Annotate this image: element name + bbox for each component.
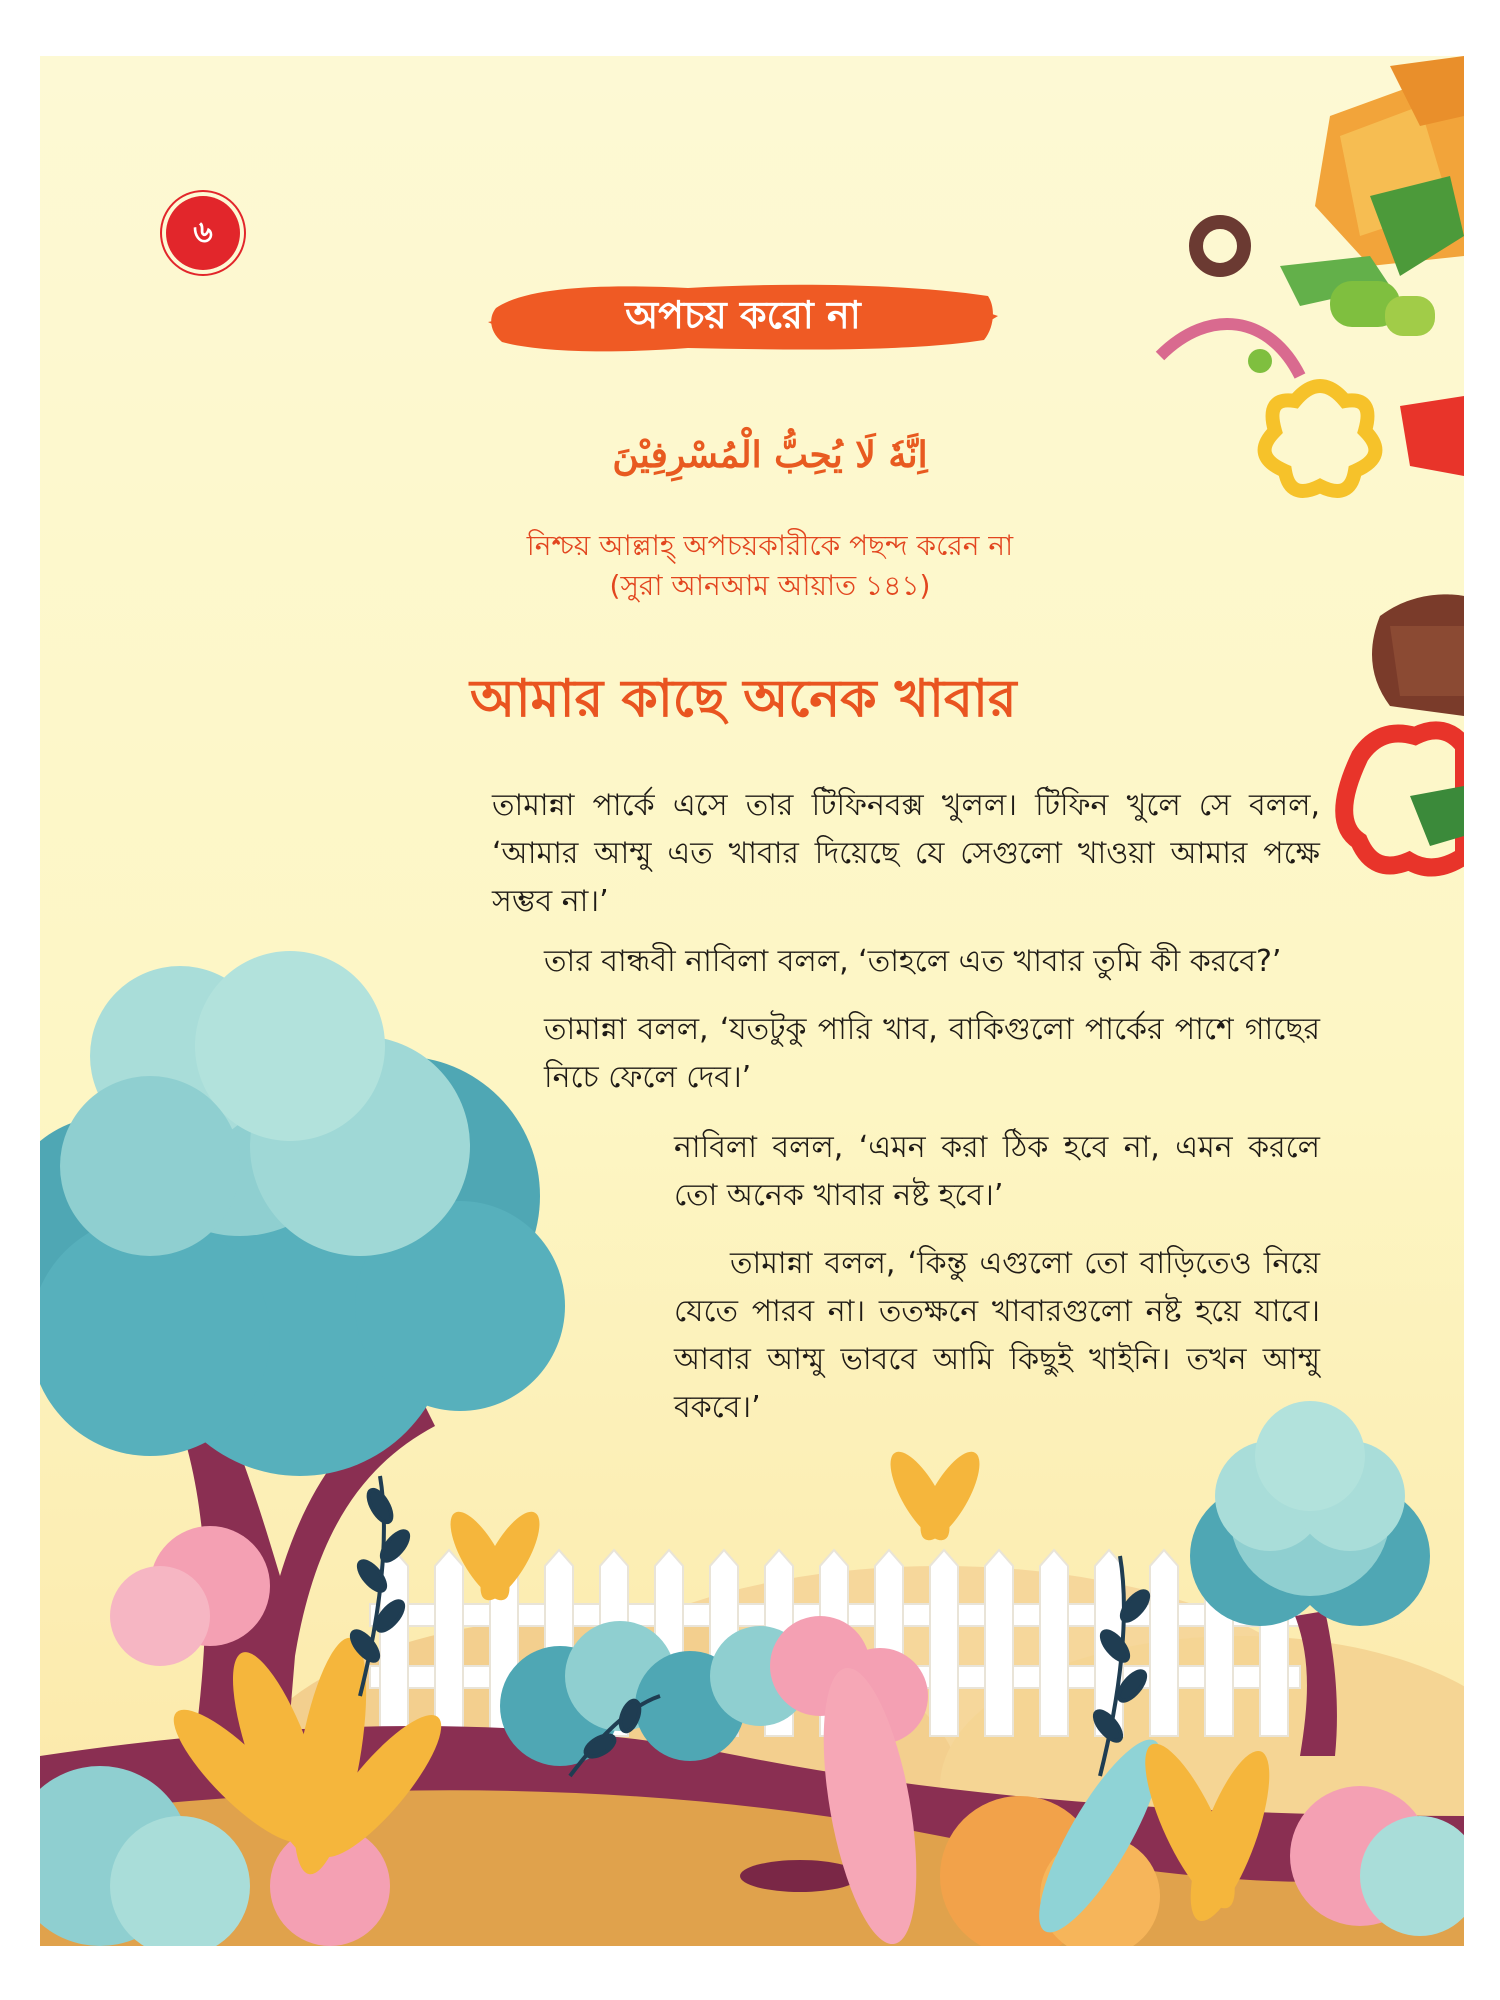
story-title: আমার কাছে অনেক খাবার: [470, 669, 1017, 729]
verse-translation-block: [460, 526, 1080, 606]
story-paragraph-3: তামান্না বলল, ‘যতটুকু পারি খাব, বাকিগুলো পার্কের পাশে গাছের নিচে ফেলে দেব।’: [544, 1012, 1320, 1095]
quran-verse-arabic: اِنَّهٗ لَا يُحِبُّ الْمُسْرِفِيْنَ: [612, 434, 928, 476]
page-number-badge: [166, 196, 240, 270]
story-paragraph-5: তামান্না বলল, ‘কিন্তু এগুলো তো বাড়িতেও নিয়ে যেতে পারব না। ততক্ষনে খাবারগুলো নষ্ট হয়ে যাবে। আবার আম্মু ভাববে আমি কিছুই খাইনি। তখন আম্মু বকবে।’: [674, 1246, 1320, 1425]
story-paragraph-2: তার বান্ধবী নাবিলা বলল, ‘তাহলে এত খাবার তুমি কী করবে?’: [544, 944, 1282, 979]
lesson-title: অপচয় করো না: [625, 293, 861, 337]
story-paragraph-4: নাবিলা বলল, ‘এমন করা ঠিক হবে না, এমন করলে তো অনেক খাবার নষ্ট হবে।’: [674, 1130, 1320, 1213]
verse-reference: (সুরা আনআম আয়াত ১৪১): [609, 569, 931, 602]
page-number: ৬: [193, 214, 213, 250]
lesson-title-banner: [488, 278, 998, 358]
verse-translation: নিশ্চয় আল্লাহ্ অপচয়কারীকে পছন্দ করেন না: [526, 529, 1014, 562]
food-pile: [1160, 56, 1464, 867]
book-page: [40, 56, 1464, 1946]
story-paragraph-1: তামান্না পার্কে এসে তার টিফিনবক্স খুলল। টিফিন খুলে সে বলল, ‘আমার আম্মু এত খাবার দিয়েছে যে সেগুলো খাওয়া আমার পক্ষে সম্ভব না।’: [492, 788, 1320, 919]
